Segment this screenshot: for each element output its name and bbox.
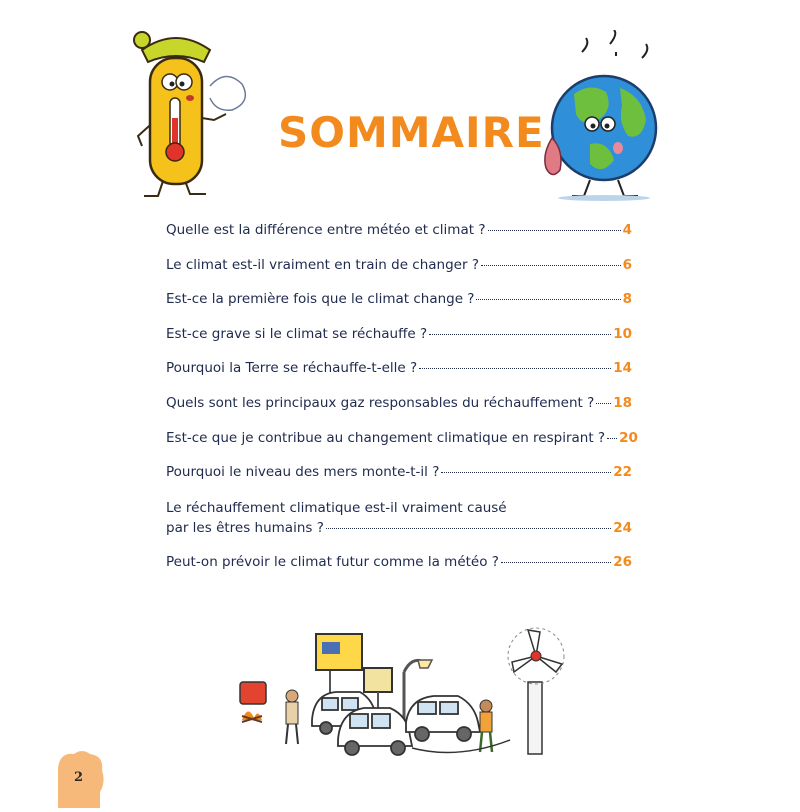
toc-page-number: 22 (613, 464, 632, 480)
toc-entry[interactable] (166, 462, 632, 482)
dot-leader (501, 562, 611, 563)
toc-question: Est-ce que je contribue au changement climatique en respirant ? (166, 430, 606, 446)
dot-leader (441, 472, 611, 473)
page-number: 2 (74, 770, 84, 785)
toc-page-number: 6 (622, 257, 632, 273)
toc-page-number: 20 (619, 430, 638, 446)
toc-question: Quels sont les principaux gaz responsables du réchauffement ? (166, 395, 595, 411)
toc-entry[interactable] (166, 498, 632, 538)
toc-entry[interactable] (166, 324, 632, 344)
toc-entry[interactable] (166, 428, 638, 448)
toc-entry[interactable] (166, 255, 632, 275)
toc-question-line2: par les êtres humains ? (166, 520, 324, 536)
toc-page-number: 26 (613, 554, 632, 570)
toc-entry[interactable] (166, 393, 632, 413)
page-number-badge (52, 748, 106, 808)
dot-leader (326, 528, 611, 529)
dot-leader (607, 438, 617, 439)
sweating-earth-illustration (530, 30, 680, 202)
toc-entry[interactable] (166, 289, 632, 309)
toc-question: Pourquoi la Terre se réchauffe-t-elle ? (166, 360, 418, 376)
toc-question: Est-ce la première fois que le climat change ? (166, 291, 475, 307)
toc-question: Le climat est-il vraiment en train de changer ? (166, 257, 479, 273)
toc-page-number: 10 (613, 326, 632, 342)
dot-leader (481, 265, 621, 266)
toc-page-number: 18 (613, 395, 632, 411)
dot-leader (476, 299, 620, 300)
dot-leader (419, 368, 611, 369)
toc-question: Quelle est la différence entre météo et climat ? (166, 222, 486, 238)
toc-entry[interactable] (166, 358, 632, 378)
dot-leader (596, 403, 611, 404)
toc-question: Est-ce grave si le climat se réchauffe ? (166, 326, 428, 342)
toc-entry[interactable] (166, 220, 632, 240)
toc-page-number: 14 (613, 360, 632, 376)
dot-leader (429, 334, 611, 335)
dot-leader (488, 230, 621, 231)
toc-entry[interactable] (166, 552, 632, 572)
city-scene-illustration (228, 612, 578, 762)
toc-question: Peut-on prévoir le climat futur comme la météo ? (166, 554, 499, 570)
page-title: SOMMAIRE (278, 108, 545, 157)
thermometer-character-illustration (118, 28, 248, 200)
toc-page-number: 4 (622, 222, 632, 238)
toc-page-number: 24 (613, 520, 632, 536)
toc-page-number: 8 (622, 291, 632, 307)
toc-question-line1: Le réchauffement climatique est-il vraiment causé (166, 500, 507, 516)
toc-question: Pourquoi le niveau des mers monte-t-il ? (166, 464, 440, 480)
